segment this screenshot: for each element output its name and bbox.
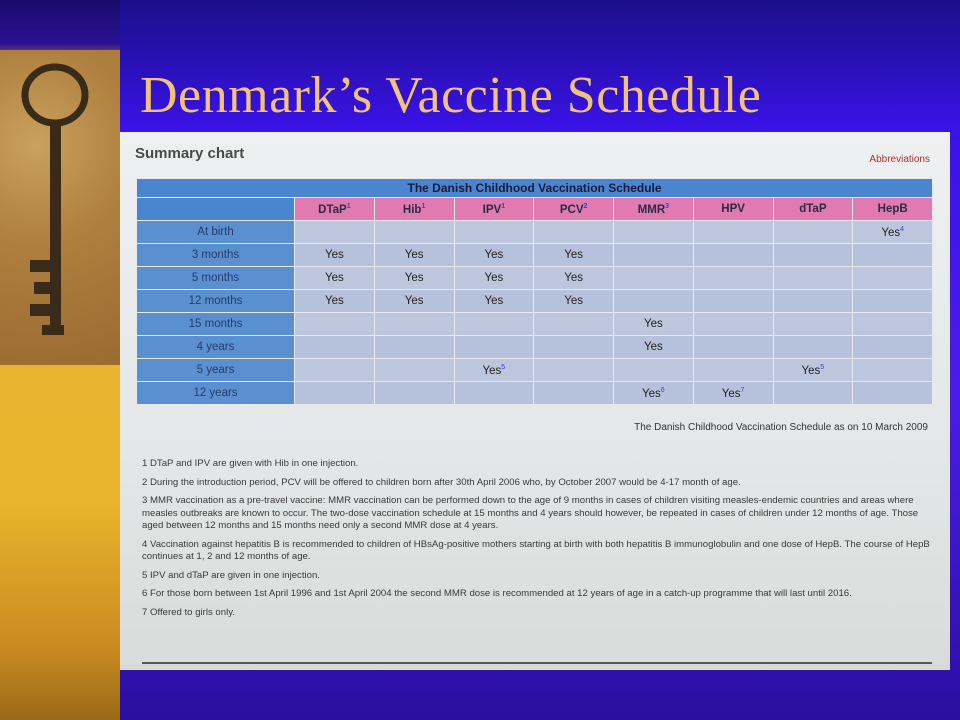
schedule-cell	[853, 221, 933, 244]
column-header-label: MMR	[637, 203, 666, 216]
table-caption: The Danish Childhood Vaccination Schedule	[137, 179, 933, 198]
footnote-marker[interactable]: 4	[900, 225, 904, 233]
schedule-cell	[614, 290, 694, 313]
schedule-cell	[295, 336, 375, 359]
schedule-cell	[374, 290, 454, 313]
footnotes	[142, 458, 932, 625]
schedule-value: Yes	[564, 272, 583, 284]
schedule-cell	[693, 359, 773, 382]
schedule-cell	[693, 382, 773, 405]
schedule-cell	[853, 359, 933, 382]
schedule-cell	[853, 267, 933, 290]
schedule-cell	[454, 382, 534, 405]
table-row	[137, 359, 933, 382]
schedule-cell	[693, 244, 773, 267]
abbreviations-link[interactable]: Abbreviations	[869, 154, 930, 165]
schedule-cell	[374, 221, 454, 244]
schedule-cell	[773, 221, 853, 244]
column-header	[773, 198, 853, 221]
schedule-cell	[853, 336, 933, 359]
schedule-cell	[374, 382, 454, 405]
schedule-cell	[853, 382, 933, 405]
schedule-cell	[773, 313, 853, 336]
schedule-value: Yes	[643, 341, 663, 353]
schedule-cell	[295, 244, 375, 267]
column-header-label: HepB	[877, 203, 908, 215]
schedule-cell	[295, 382, 375, 405]
schedule-value: Yes	[881, 226, 901, 239]
schedule-cell	[454, 290, 534, 313]
schedule-value: Yes	[564, 295, 583, 307]
schedule-value: Yes	[484, 249, 504, 261]
column-header	[454, 198, 534, 221]
age-cell: 12 months	[137, 290, 295, 313]
schedule-cell	[693, 221, 773, 244]
summary-heading: Summary chart	[135, 145, 245, 162]
corner-cell	[137, 198, 295, 221]
age-cell: 5 years	[137, 359, 295, 382]
schedule-cell	[295, 290, 375, 313]
column-header	[693, 198, 773, 221]
schedule-cell	[614, 221, 694, 244]
age-cell: 4 years	[137, 336, 295, 359]
footnote-marker[interactable]: 3	[665, 202, 670, 210]
column-header-label: PCV	[559, 203, 584, 216]
table-row	[137, 313, 933, 336]
key-icon	[0, 50, 120, 365]
age-cell: 15 months	[137, 313, 295, 336]
schedule-cell	[374, 267, 454, 290]
age-cell: 5 months	[137, 267, 295, 290]
schedule-cell	[454, 359, 534, 382]
schedule-cell	[454, 267, 534, 290]
schedule-value: Yes	[643, 318, 663, 330]
schedule-cell	[773, 267, 853, 290]
schedule-cell	[534, 267, 614, 290]
table-row	[137, 221, 933, 244]
schedule-cell	[614, 359, 694, 382]
schedule-cell	[614, 336, 694, 359]
schedule-cell	[773, 382, 853, 405]
footnote-marker[interactable]: 2	[583, 202, 588, 210]
slide-title: Denmark’s Vaccine Schedule	[140, 67, 762, 124]
schedule-cell	[295, 267, 375, 290]
table-row	[137, 336, 933, 359]
schedule-cell	[374, 313, 454, 336]
footnote-item: 4 Vaccination against hepatitis B is recommended to children of HBsAg-positive mothers starting at birth with both hepatitis B immunoglobulin and one dose of HepB. The course of HepB continues at 1, 2 and 12 months of age.	[142, 538, 930, 562]
table-row	[137, 290, 933, 313]
column-header-label: HPV	[721, 203, 745, 215]
schedule-cell	[853, 290, 933, 313]
footnote-marker[interactable]: 5	[501, 363, 506, 371]
schedule-cell	[534, 290, 614, 313]
table-row	[137, 382, 933, 405]
schedule-cell	[295, 359, 375, 382]
schedule-cell	[693, 313, 773, 336]
schedule-cell	[295, 313, 375, 336]
schedule-value: Yes	[404, 272, 424, 284]
schedule-value: Yes	[324, 295, 344, 307]
column-header-label: DTaP	[318, 203, 347, 216]
schedule-cell	[614, 267, 694, 290]
schedule-cell	[534, 244, 614, 267]
schedule-value: Yes	[482, 364, 502, 377]
schedule-cell	[693, 290, 773, 313]
schedule-cell	[773, 359, 853, 382]
column-header	[853, 198, 933, 221]
schedule-value: Yes	[564, 249, 583, 261]
schedule-cell	[454, 336, 534, 359]
schedule-value: Yes	[404, 249, 424, 261]
schedule-cell	[374, 244, 454, 267]
footnote-marker[interactable]: 1	[421, 202, 426, 210]
column-header	[374, 198, 454, 221]
schedule-cell	[454, 313, 534, 336]
footnote-marker[interactable]: 7	[740, 386, 745, 394]
footnote-item: 3 MMR vaccination as a pre-travel vaccine: MMR vaccination can be performed down to the age of 9 months in cases of children visiting measles-endemic countries and areas where measles outbreaks are known to occur. The two-dose vaccination schedule at 15 months and 4 years should however, be repeated in cases of children under 12 months of age. Those aged between 12 months and 15 months need only a second MMR dose at 4 years.	[142, 495, 919, 531]
vaccination-schedule-table	[136, 178, 933, 405]
schedule-cell	[374, 336, 454, 359]
age-cell: 12 years	[137, 382, 295, 405]
table-row	[137, 244, 933, 267]
age-cell: At birth	[137, 221, 295, 244]
schedule-cell	[534, 313, 614, 336]
footnote-marker[interactable]: 6	[660, 386, 665, 394]
schedule-cell	[773, 244, 853, 267]
footnote-marker[interactable]: 1	[501, 202, 506, 210]
footnote-item: 5 IPV and dTaP are given in one injection.	[142, 569, 320, 581]
schedule-value: Yes	[721, 387, 741, 400]
column-header	[295, 198, 375, 221]
schedule-cell	[773, 336, 853, 359]
schedule-cell	[454, 244, 534, 267]
schedule-value: Yes	[404, 295, 424, 307]
schedule-cell	[614, 382, 694, 405]
schedule-cell	[534, 359, 614, 382]
column-header-label: IPV	[482, 203, 502, 216]
table-header-row	[137, 198, 933, 221]
schedule-value: Yes	[484, 295, 504, 307]
schedule-cell	[773, 290, 853, 313]
schedule-cell	[295, 221, 375, 244]
footnote-item: 7 Offered to girls only.	[142, 606, 235, 618]
schedule-cell	[693, 267, 773, 290]
schedule-cell	[534, 382, 614, 405]
schedule-cell	[614, 244, 694, 267]
schedule-value: Yes	[484, 272, 504, 284]
footnote-item: 2 During the introduction period, PCV will be offered to children born after 30th April 2006 who, by October 2007 would be 4-17 month of age.	[142, 476, 741, 488]
age-cell: 3 months	[137, 244, 295, 267]
schedule-cell	[454, 221, 534, 244]
footnote-item: 6 For those born between 1st April 1996 and 1st April 2004 the second MMR dose is recommended at 12 years of age in a catch-up programme that will last until 2016.	[142, 588, 852, 599]
column-header-label: Hib	[402, 203, 422, 216]
schedule-value: Yes	[801, 364, 821, 377]
schedule-cell	[853, 244, 933, 267]
schedule-value: Yes	[324, 249, 344, 261]
schedule-cell	[614, 313, 694, 336]
schedule-value: Yes	[642, 387, 661, 400]
column-header	[534, 198, 614, 221]
schedule-cell	[693, 336, 773, 359]
footnote-item: 1 DTaP and IPV are given with Hib in one injection.	[142, 458, 359, 469]
footnote-marker[interactable]: 5	[820, 363, 825, 371]
document-screenshot	[120, 132, 950, 670]
schedule-cell	[853, 313, 933, 336]
column-header-label: dTaP	[799, 203, 827, 215]
schedule-date-caption: The Danish Childhood Vaccination Schedule as on 10 March 2009	[634, 422, 928, 433]
key-image	[0, 50, 120, 365]
table-row	[137, 267, 933, 290]
bottom-rule	[142, 662, 932, 664]
schedule-cell	[534, 221, 614, 244]
schedule-value: Yes	[324, 272, 344, 284]
footnote-marker[interactable]: 1	[346, 202, 351, 210]
column-header	[614, 198, 694, 221]
schedule-cell	[374, 359, 454, 382]
schedule-cell	[534, 336, 614, 359]
